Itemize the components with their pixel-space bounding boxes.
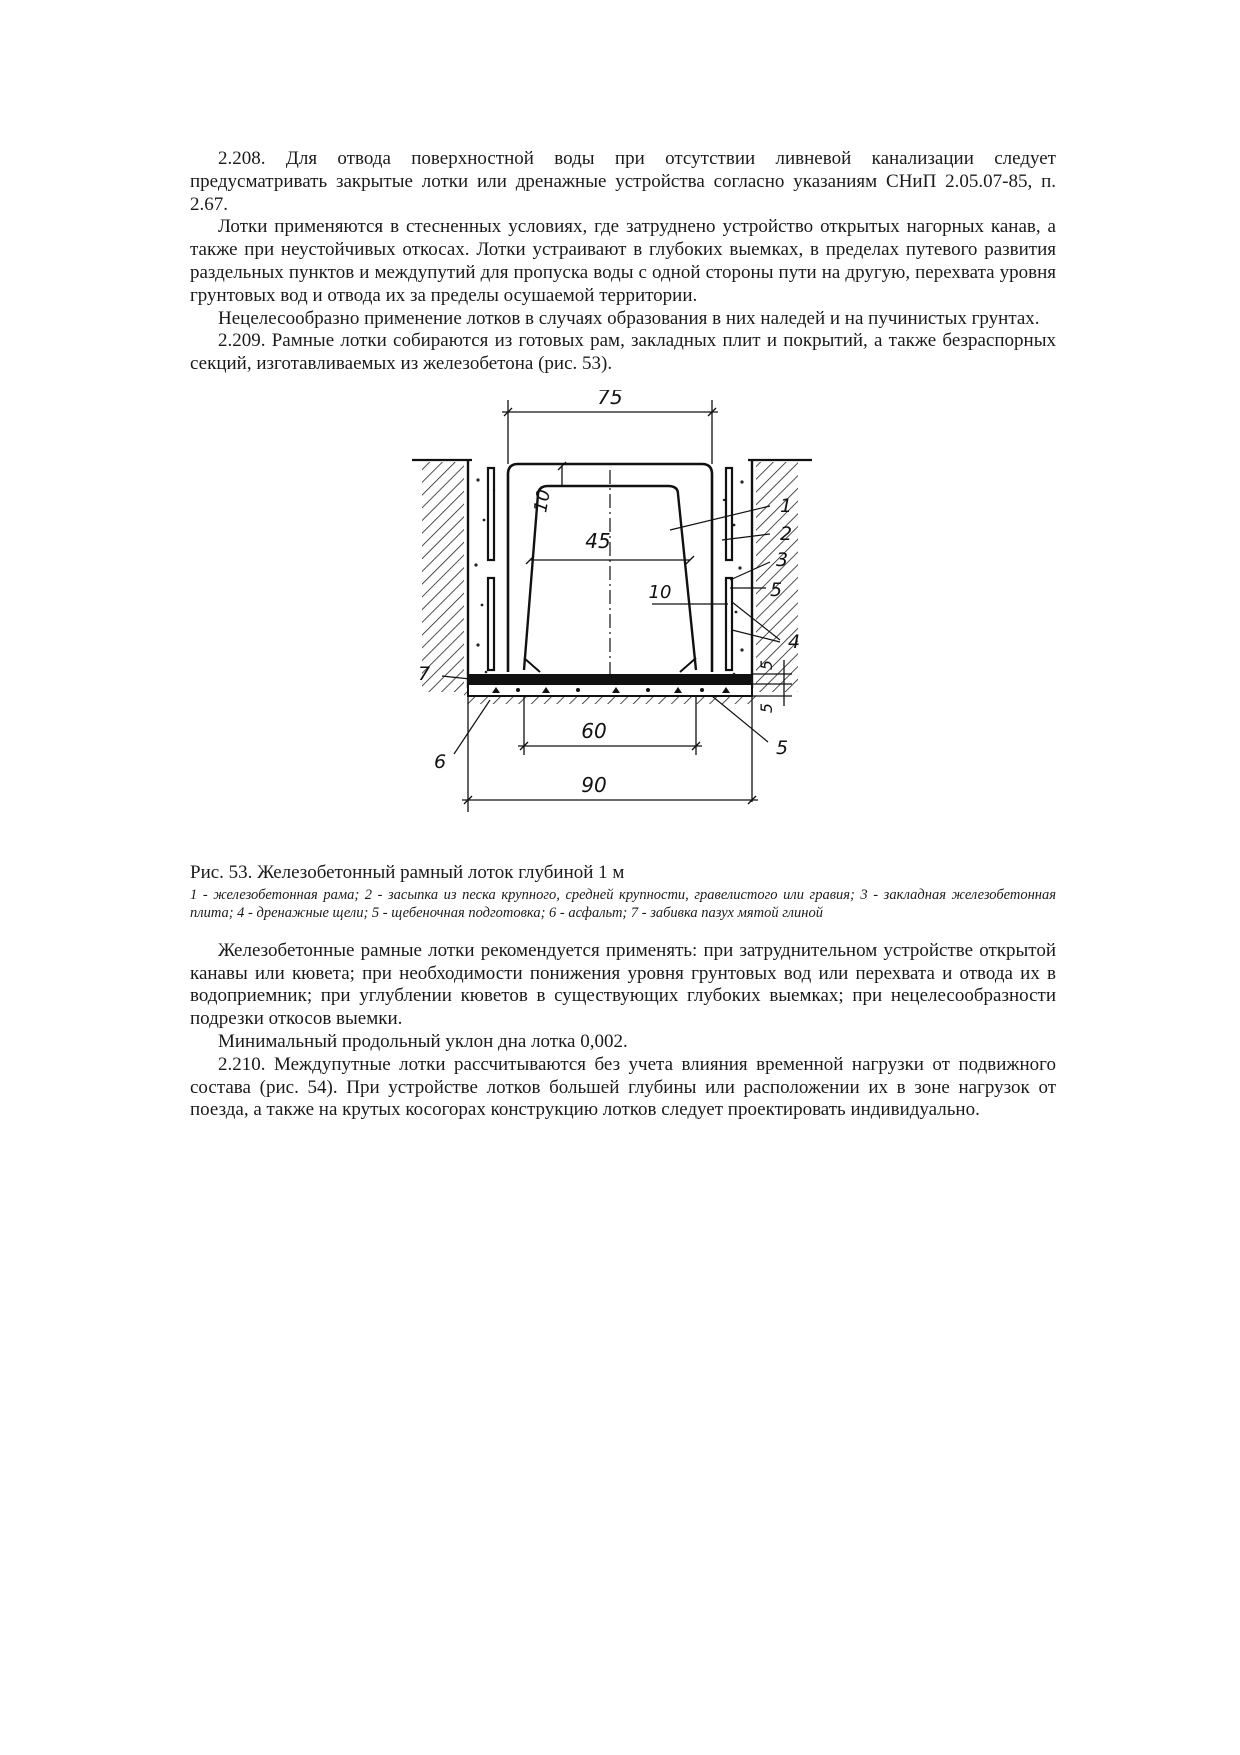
- callout-1: 1: [780, 494, 793, 517]
- dim-inner-bottom: 60: [581, 718, 607, 743]
- dimension-75: [502, 400, 718, 464]
- paragraph-2-208: 2.208. Для отвода поверхностной воды при отсутствии ливневой канализации следует предусматривать закрытые лотки или дренажные устройства согласно указаниям СНиП 2.05.07-85, п. 2.67.: [190, 148, 1056, 215]
- dim-outer-bottom: 90: [581, 772, 607, 797]
- frame-tray-drawing: [412, 390, 832, 850]
- callout-4: 4: [788, 630, 801, 653]
- dim-wall-side: 10: [648, 581, 672, 603]
- paragraph-recommendations: Железобетонные рамные лотки рекомендуется применять: при затруднительном устройстве открытой канавы или кювета; при необходимости понижения уровня грунтовых вод или перехвата и отвода их в водоприемник; при углублении кюветов в существующих глубоких выемках; при нецелесообразности подрезки откосов выемки.: [190, 939, 1056, 1030]
- dimension-60: [518, 696, 702, 755]
- figure-caption-legend: 1 - железобетонная рама; 2 - засыпка из песка крупного, средней крупности, гравелистого или гравия; 3 - закладная железобетонная плита; 4 - дренажные щели; 5 - щебеночная подготовка; 6 - асфальт; 7 - забивка пазух мятой глиной: [190, 886, 1056, 921]
- dimension-45: [526, 556, 694, 564]
- callout-5-bottom: 5: [776, 736, 789, 759]
- crushed-stone-base: [468, 684, 752, 696]
- callout-2: 2: [780, 522, 793, 545]
- soil-left-hatch: [422, 462, 464, 692]
- paragraph-min-slope: Минимальный продольный уклон дна лотка 0,002.: [218, 1030, 628, 1052]
- backfill-sand: [474, 478, 743, 675]
- callout-7: 7: [418, 662, 431, 685]
- figure-caption-title: Рис. 53. Железобетонный рамный лоток глубиной 1 м: [190, 861, 625, 883]
- asphalt-layer: [468, 674, 752, 684]
- paragraph-trays-usage: Лотки применяются в стесненных условиях, где затруднено устройство открытых нагорных канав, а также при неустойчивых откосах. Лотки устраивают в глубоких выемках, в пределах путевого развития раздельных пунктов и междупутий для пропуска воды с одной стороны пути на другую, перехвата уровня грунтовых вод и отвода их за пределы осушаемой территории.: [190, 216, 1056, 306]
- paragraph-trays-inexpedient: Нецелесообразно применение лотков в случаях образования в них наледей и на пучинистых грунтах.: [218, 307, 1040, 329]
- dim-inner-top: 45: [585, 528, 611, 553]
- dim-layer-1: 5: [757, 659, 776, 671]
- callout-5-right: 5: [770, 578, 783, 601]
- dim-layer-2: 5: [757, 702, 776, 714]
- figure-53: [190, 382, 1056, 852]
- document-page: [190, 148, 1056, 1122]
- dim-wall-top: 10: [530, 487, 555, 515]
- dimension-90: [462, 696, 758, 812]
- callout-3: 3: [776, 548, 789, 571]
- dimension-wall-10: [558, 462, 566, 486]
- callout-6: 6: [434, 750, 447, 773]
- dim-top-width: 75: [597, 389, 623, 409]
- paragraph-2-210: 2.210. Междупутные лотки рассчитываются без учета влияния временной нагрузки от подвижного состава (рис. 54). При устройстве лотков большей глубины или расположении их в зоне нагрузок от поезда, а также на крутых косогорах конструкцию лотков следует проектировать индивидуально.: [190, 1053, 1056, 1121]
- paragraph-2-209: 2.209. Рамные лотки собираются из готовых рам, закладных плит и покрытий, а также безраспорных секций, изготавливаемых из железобетона (рис. 53).: [190, 330, 1056, 375]
- leader-lines: [442, 506, 783, 754]
